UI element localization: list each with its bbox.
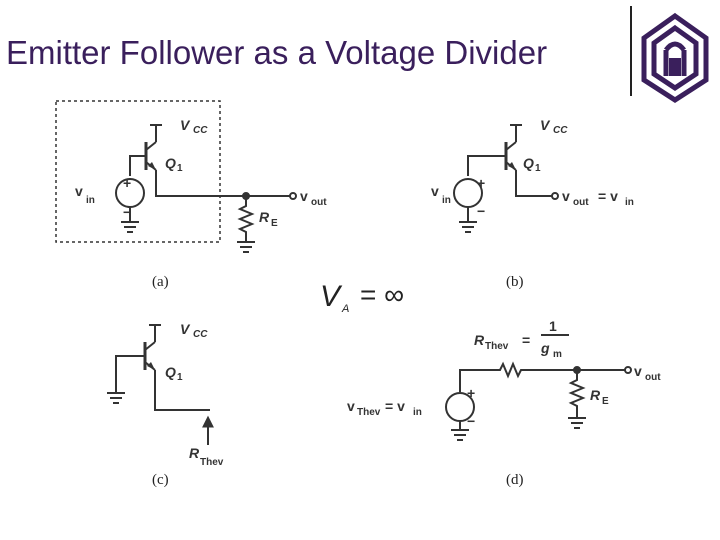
fraction-num-d: 1 [549, 318, 557, 334]
vout-label-b: v [562, 188, 570, 204]
base-wire-b [468, 156, 506, 176]
re-label-d: R [590, 387, 601, 403]
caption-a: (a) [152, 274, 169, 290]
vcc-rail-a [150, 125, 162, 142]
vin-sub-a: in [86, 195, 95, 206]
base-wire-c [116, 356, 145, 393]
vout-eq-b: = v [598, 188, 618, 204]
formula-va: V [320, 280, 341, 313]
caption-d: (d) [506, 472, 524, 488]
gm-label-d: g [541, 340, 550, 356]
vcc-rail-c [149, 325, 161, 342]
circuit-a [56, 101, 296, 252]
circuit-b [454, 125, 558, 232]
minus-b: − [477, 203, 486, 219]
rthev-resistor-d [460, 364, 625, 392]
re-sub-d: E [602, 396, 609, 407]
ground-vin-b [459, 207, 477, 232]
rthev-sub-d: Thev [485, 341, 509, 352]
q1-sub-b: 1 [535, 163, 541, 174]
vout-sub-a: out [311, 197, 327, 208]
vcc-sub-a: CC [193, 125, 208, 136]
vcc-label-b: V [540, 117, 550, 133]
vcc-rail-b [510, 125, 522, 142]
q1-sub-a: 1 [177, 163, 183, 174]
emitter-wire-b [516, 170, 552, 196]
vout-sub-b: out [573, 197, 589, 208]
vout-sub-d: out [645, 372, 661, 383]
circuit-c [107, 325, 210, 445]
ground-base-c [107, 393, 125, 403]
resistor-re-d [571, 370, 583, 418]
vout-terminal-b [552, 193, 558, 199]
vin-sub-d: in [413, 407, 422, 418]
q1-label-c: Q [165, 364, 176, 380]
vcc-sub-b: CC [553, 125, 568, 136]
page-title: Emitter Follower as a Voltage Divider [6, 34, 548, 71]
q1-label-a: Q [165, 155, 176, 171]
vcc-sub-c: CC [193, 329, 208, 340]
caption-b: (b) [506, 274, 524, 290]
vout-terminal-a [290, 193, 296, 199]
minus-d: − [467, 413, 476, 429]
caption-c: (c) [152, 472, 169, 488]
vin-label-b: v [431, 183, 439, 199]
vthev-sub-d: Thev [357, 407, 381, 418]
dashed-box [56, 101, 220, 242]
vcc-label-c: V [180, 321, 190, 337]
rthev-label-c: R [189, 445, 200, 461]
base-wire-a [130, 156, 146, 176]
vout-label-a: v [300, 188, 308, 204]
vout-terminal-d [625, 367, 631, 373]
q1-sub-c: 1 [177, 372, 183, 383]
vin-sub-eq-b: in [625, 197, 634, 208]
plus-b: + [477, 175, 486, 191]
vthev-label-d: v [347, 398, 355, 414]
vin-label-a: v [75, 183, 83, 199]
vcc-label-a: V [180, 117, 190, 133]
ground-re-d [568, 418, 586, 428]
rthev-sub-c: Thev [200, 457, 224, 468]
gm-sub-d: m [553, 349, 562, 360]
vthev-eq-d: = v [385, 398, 405, 414]
re-label-a: R [259, 209, 270, 225]
ground-re-a [237, 242, 255, 252]
vout-label-d: v [634, 363, 642, 379]
minus-a: − [123, 204, 132, 220]
plus-a: + [123, 175, 132, 191]
q1-label-b: Q [523, 155, 534, 171]
re-sub-a: E [271, 218, 278, 229]
formula-sub: A [342, 303, 350, 315]
plus-d: + [467, 385, 476, 401]
resistor-re-a [240, 196, 252, 242]
rthev-label-d: R [474, 332, 485, 348]
formula-rhs: = ∞ [360, 279, 405, 310]
rthev-eq-d: = [522, 332, 531, 348]
vin-sub-b: in [442, 195, 451, 206]
